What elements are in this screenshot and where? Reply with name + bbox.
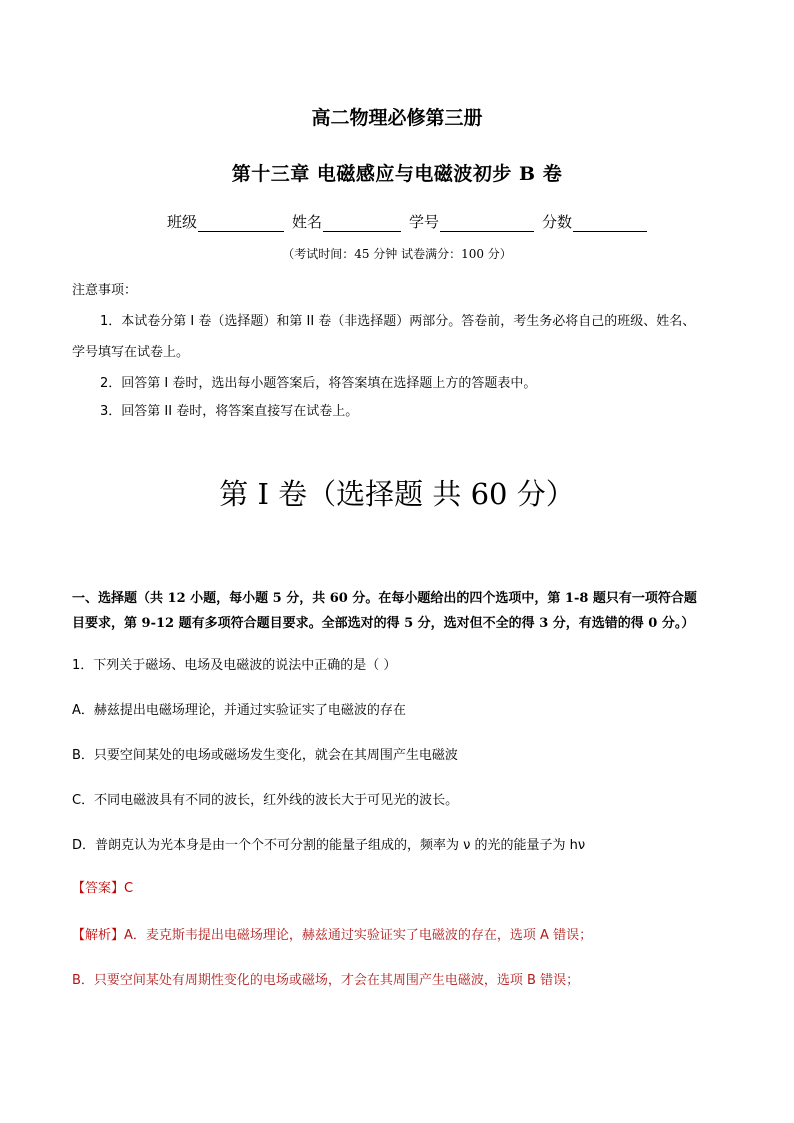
question-stem: 1．下列关于磁场、电场及电磁波的说法中正确的是（ ） (72, 658, 397, 673)
analysis-line (72, 924, 592, 943)
answer-label: 【答案】 (72, 881, 125, 896)
class-label: 班级 (167, 213, 198, 231)
book-title: 高二物理必修第三册 (311, 107, 483, 129)
exam-time: （考试时间：45 分钟 试卷满分：100 分） (282, 247, 512, 261)
section-title: 第 I 卷（选择题 共 60 分） (219, 477, 575, 511)
option-a: A．赫兹提出电磁场理论，并通过实验证实了电磁波的存在 (72, 703, 406, 718)
analysis-label: 【解析】 (72, 928, 125, 943)
option-d: D．普朗克认为光本身是由一个个不可分割的能量子组成的，频率为 ν 的光的能量子为 hν (72, 838, 586, 853)
note-item: 1．本试卷分第 I 卷（选择题）和第 II 卷（非选择题）两部分。答卷前，考生务必将自己的班级、姓名、 (100, 314, 696, 329)
chapter-title: 第十三章 电磁感应与电磁波初步 B 卷 (231, 163, 563, 185)
student-id-label: 学号 (409, 213, 440, 231)
note-item-continuation: 学号填写在试卷上。 (72, 345, 190, 360)
score-field[interactable] (573, 213, 647, 232)
class-field[interactable] (198, 213, 284, 232)
note-item: 3．回答第 II 卷时，将答案直接写在试卷上。 (100, 404, 359, 419)
option-c: C．不同电磁波具有不同的波长，红外线的波长大于可见光的波长。 (72, 793, 459, 808)
note-item: 2．回答第 I 卷时，选出每小题答案后，将答案填在选择题上方的答题表中。 (100, 376, 537, 391)
student-info-row (167, 211, 647, 232)
option-b: B．只要空间某处的电场或磁场发生变化，就会在其周围产生电磁波 (72, 748, 458, 763)
name-field[interactable] (323, 213, 401, 232)
notes-heading: 注意事项： (72, 283, 138, 298)
name-label: 姓名 (292, 213, 323, 231)
analysis-line-continuation: B．只要空间某处有周期性变化的电场或磁场，才会在其周围产生电磁波，选项 B 错误； (72, 973, 580, 988)
answer-line (72, 877, 133, 896)
section-description-continuation: 目要求，第 9-12 题有多项符合题目要求。全部选对的得 5 分，选对但不全的得 3 分，有选错的得 0 分。） (72, 616, 695, 631)
analysis-text: A．麦克斯韦提出电磁场理论，赫兹通过实验证实了电磁波的存在，选项 A 错误； (124, 928, 593, 943)
student-id-field[interactable] (440, 213, 534, 232)
answer-value: C (124, 881, 134, 896)
section-description: 一、选择题（共 12 小题，每小题 5 分，共 60 分。在每小题给出的四个选项中，第 1-8 题只有一项符合题 (72, 591, 697, 606)
score-label: 分数 (542, 213, 573, 231)
